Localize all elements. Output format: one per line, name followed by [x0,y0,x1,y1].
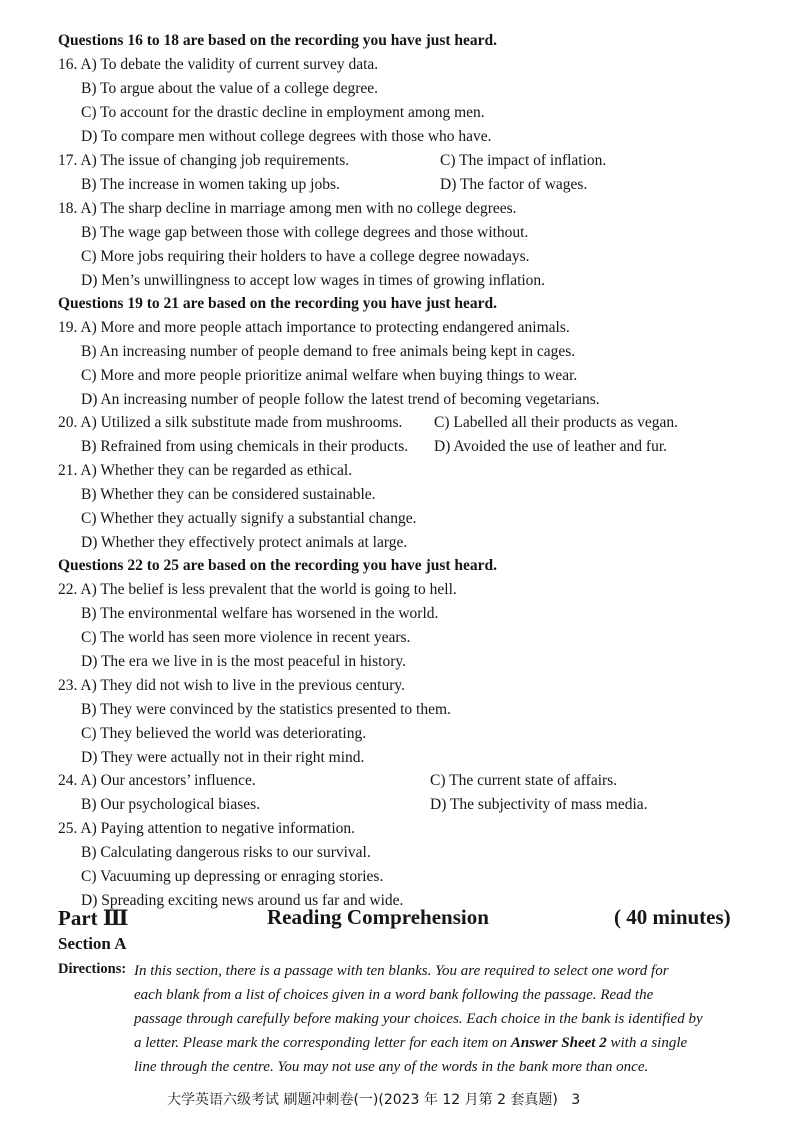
q20-option-a [58,413,402,433]
q18-option-d: D) Men’s unwillingness to accept low wages in times of growing inflation. [81,272,546,289]
q24-number: 24. [58,772,78,789]
q23-option-d: D) They were actually not in their right mind. [81,749,365,766]
q24-option-d: D) The subjectivity of mass media. [430,796,648,813]
question-group-heading: Questions 16 to 18 are based on the recording you have just heard. [58,32,498,49]
q19-option-c: C) More and more people prioritize animal welfare when buying things to wear. [81,367,578,384]
part-label: Part Ⅲ [58,906,129,930]
question-group-heading: Questions 19 to 21 are based on the recording you have just heard. [58,295,498,312]
q24-option-a [58,771,256,791]
q22-option-c: C) The world has seen more violence in recent years. [81,629,411,646]
q18-option-a [58,199,517,219]
q17-option-b: B) The increase in women taking up jobs. [81,176,340,193]
page-number: 3 [571,1092,581,1108]
page-footer [167,1089,580,1109]
q23-option-c: C) They believed the world was deteriorating. [81,725,367,742]
directions-label: Directions: [58,961,127,977]
q19-a-text: A) More and more people attach importance to protecting endangered animals. [80,319,570,336]
q16-option-a [58,55,378,75]
directions-line-2: each blank from a list of choices given in a word bank following the passage. Read the [134,987,654,1003]
answer-sheet-ref: Answer Sheet 2 [510,1035,607,1051]
q17-option-a [58,151,349,171]
q18-option-c: C) More jobs requiring their holders to have a college degree nowadays. [81,248,530,265]
q20-option-b: B) Refrained from using chemicals in their products. [81,438,409,455]
q22-number: 22. [58,581,78,598]
q16-option-c: C) To account for the drastic decline in employment among men. [81,104,485,121]
q21-option-d: D) Whether they effectively protect animals at large. [81,534,408,551]
q22-option-b: B) The environmental welfare has worsened in the world. [81,605,439,622]
q16-option-d: D) To compare men without college degrees with those who have. [81,128,492,145]
q20-a-text: A) Utilized a silk substitute made from mushrooms. [80,414,403,431]
q25-option-d: D) Spreading exciting news around us far and wide. [81,892,404,909]
q16-a-text: A) To debate the validity of current survey data. [80,56,379,73]
q21-a-text: A) Whether they can be regarded as ethical. [80,462,353,479]
q25-option-b: B) Calculating dangerous risks to our survival. [81,844,371,861]
part-title: Reading Comprehension [267,905,489,929]
q20-option-c: C) Labelled all their products as vegan. [434,414,679,431]
section-title: Section A [58,934,127,953]
q21-option-b: B) Whether they can be considered sustainable. [81,486,376,503]
q16-option-b: B) To argue about the value of a college degree. [81,80,379,97]
footer-text: 大学英语六级考试 刷题冲刺卷(一)(2023 年 12 月第 2 套真题) [167,1092,558,1108]
q23-number: 23. [58,677,78,694]
q19-option-b: B) An increasing number of people demand to free animals being kept in cages. [81,343,576,360]
question-group-heading: Questions 22 to 25 are based on the recording you have just heard. [58,557,498,574]
q24-option-c: C) The current state of affairs. [430,772,618,789]
part-time: ( 40 minutes) [614,905,731,929]
q24-option-b: B) Our psychological biases. [81,796,261,813]
q20-option-d: D) Avoided the use of leather and fur. [434,438,667,455]
q19-option-d: D) An increasing number of people follow the latest trend of becoming vegetarians. [81,391,600,408]
q23-option-a [58,676,405,696]
q21-number: 21. [58,462,78,479]
q21-option-c: C) Whether they actually signify a substantial change. [81,510,417,527]
q20-number: 20. [58,414,78,431]
q21-option-a [58,461,352,481]
q19-number: 19. [58,319,78,336]
q17-number: 17. [58,152,78,169]
q16-number: 16. [58,56,78,73]
q25-number: 25. [58,820,78,837]
q18-option-b: B) The wage gap between those with college degrees and those without. [81,224,529,241]
q25-option-c: C) Vacuuming up depressing or enraging stories. [81,868,384,885]
directions-line-1: In this section, there is a passage with ten blanks. You are required to select one word for [134,963,669,979]
q23-option-b: B) They were convinced by the statistics presented to them. [81,701,451,718]
q18-number: 18. [58,200,78,217]
q23-a-text: A) They did not wish to live in the previous century. [80,677,405,694]
q17-option-c: C) The impact of inflation. [440,152,607,169]
q18-a-text: A) The sharp decline in marriage among men with no college degrees. [80,200,517,217]
directions-line-4 [134,1033,687,1053]
q24-a-text: A) Our ancestors’ influence. [80,772,256,789]
q25-option-a [58,819,355,839]
q25-a-text: A) Paying attention to negative information. [80,820,356,837]
directions-line-4-a: a letter. Please mark the corresponding letter for each item on [134,1035,511,1051]
directions-line-4-c: with a single [606,1035,688,1051]
q22-a-text: A) The belief is less prevalent that the world is going to hell. [80,581,457,598]
q17-option-d: D) The factor of wages. [440,176,588,193]
directions-line-3: passage through carefully before making your choices. Each choice in the bank is identified by [134,1011,703,1027]
q19-option-a [58,318,570,338]
q22-option-a [58,580,457,600]
q22-option-d: D) The era we live in is the most peaceful in history. [81,653,406,670]
q17-a-text: A) The issue of changing job requirements. [80,152,350,169]
directions-line-5: line through the centre. You may not use any of the words in the bank more than once. [134,1059,649,1075]
